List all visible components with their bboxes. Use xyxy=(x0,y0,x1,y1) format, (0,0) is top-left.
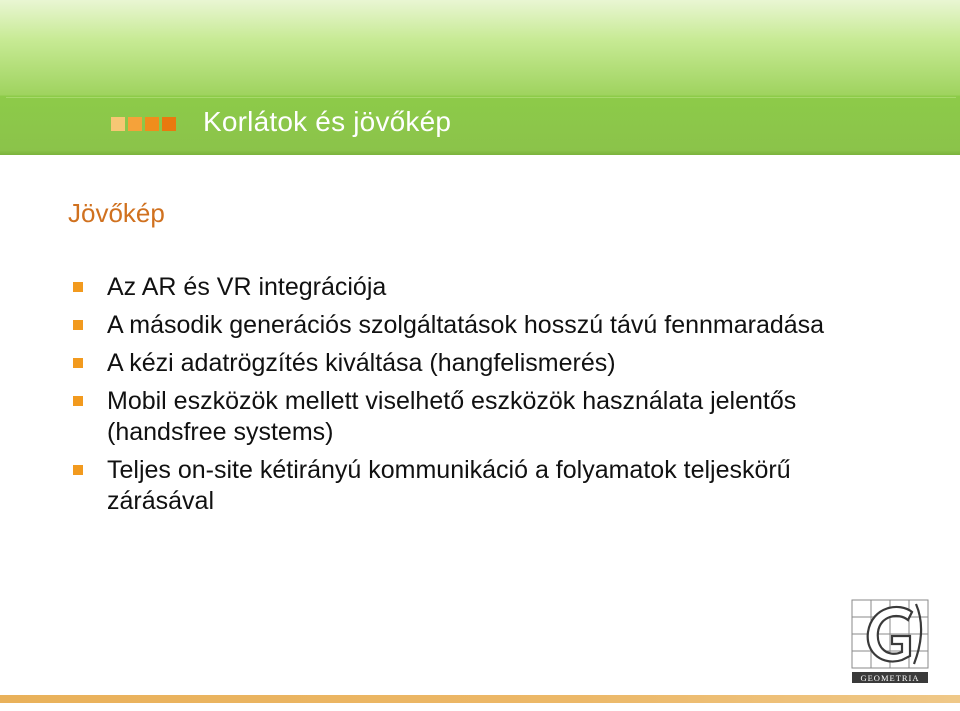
bullet-text: A kézi adatrögzítés kiváltása (hangfelismerés) xyxy=(107,349,616,377)
bullet-item xyxy=(72,348,892,379)
header-divider xyxy=(6,97,956,98)
square-bullet-icon xyxy=(73,282,83,292)
slide-title: Korlátok és jövőkép xyxy=(203,106,452,137)
title-square-3 xyxy=(145,117,159,131)
bullet-text: A második generációs szolgáltatások hosszú távú fennmaradása xyxy=(107,311,825,339)
square-bullet-icon xyxy=(73,320,83,330)
title-square-4 xyxy=(162,117,176,131)
title-decoration-squares xyxy=(111,117,176,133)
bullet-item xyxy=(72,272,892,303)
square-bullet-icon xyxy=(73,396,83,406)
bullet-list xyxy=(72,272,892,524)
footer-bar xyxy=(0,695,960,703)
bullet-item xyxy=(72,455,892,517)
square-bullet-icon xyxy=(73,358,83,368)
geometria-logo-icon xyxy=(850,598,932,684)
title-square-1 xyxy=(111,117,125,131)
square-bullet-icon xyxy=(73,465,83,475)
bullet-text: Az AR és VR integrációja xyxy=(107,273,387,301)
bullet-text: Mobil eszközök mellett viselhető eszközök használata jelentős (handsfree systems) xyxy=(107,387,797,446)
logo-text: GEOMETRIA xyxy=(860,673,920,683)
title-square-2 xyxy=(128,117,142,131)
bullet-text: Teljes on-site kétirányú kommunikáció a folyamatok teljeskörű zárásával xyxy=(107,456,791,515)
bullet-item xyxy=(72,386,892,448)
section-heading: Jövőkép xyxy=(68,198,165,228)
bullet-item xyxy=(72,310,892,341)
